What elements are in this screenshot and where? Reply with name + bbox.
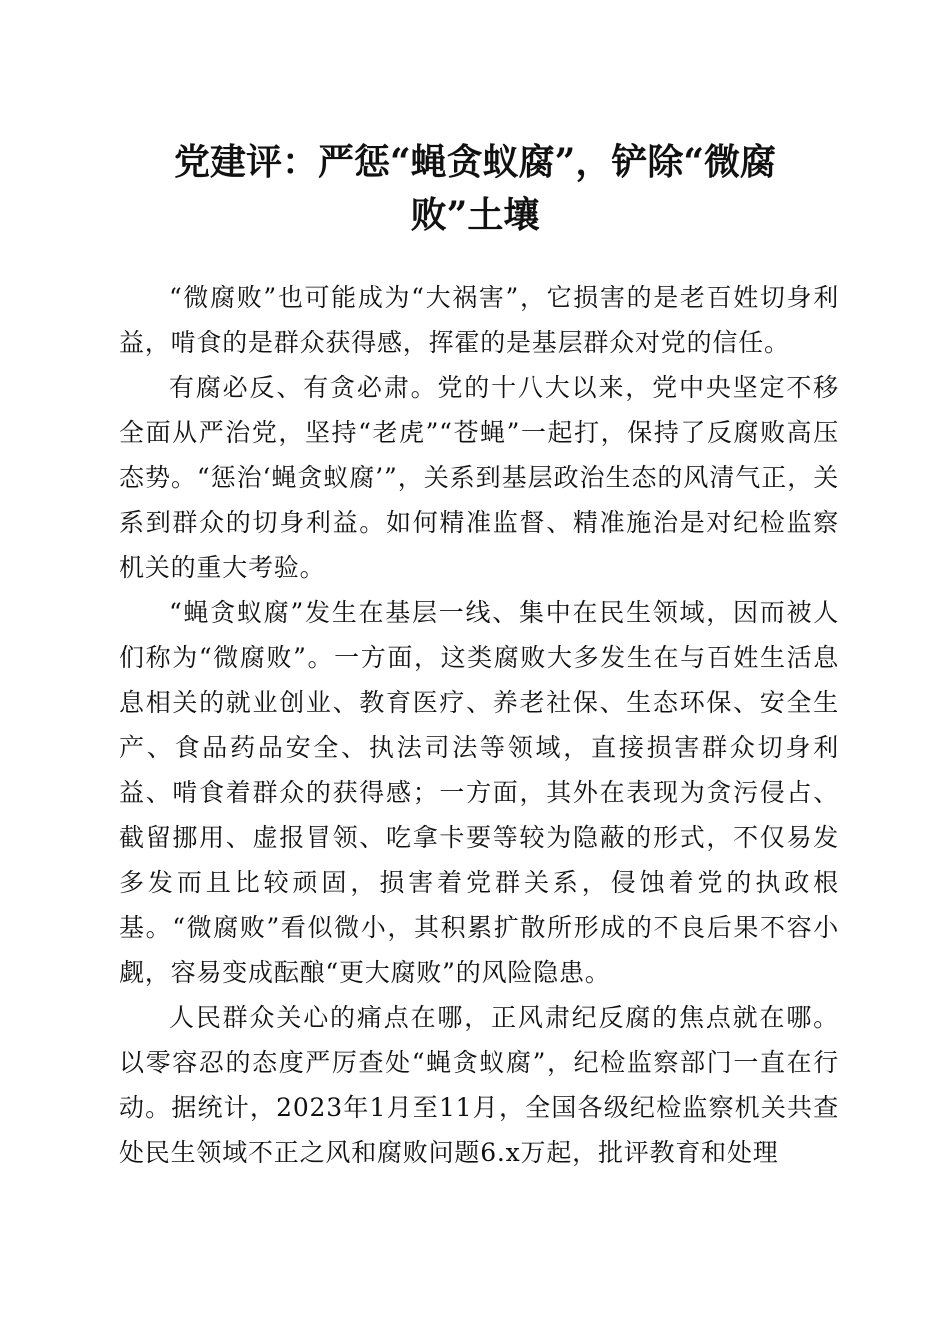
document-body <box>119 275 839 1175</box>
paragraph-1: “微腐败”也可能成为“大祸害”，它损害的是老百姓切身利益，啃食的是群众获得感，挥霍的是基层群众对党的信任。 <box>119 283 839 357</box>
title-line-2: 败”土壤 <box>410 194 540 236</box>
title-line-1: 党建评：严惩“蝇贪蚁腐”，铲除“微腐 <box>173 141 777 183</box>
paragraph-4: 人民群众关心的痛点在哪，正风肃纪反腐的焦点就在哪。以零容忍的态度严厉查处“蝇贪蚁腐”，纪检监察部门一直在行动。据统计，2023年1月至11月，全国各级纪检监察机关共查处民生领域不正之风和腐败问题6.x万起，批评教育和处理 <box>119 1003 839 1167</box>
document-title <box>120 136 830 242</box>
paragraph-2: 有腐必反、有贪必肃。党的十八大以来，党中央坚定不移全面从严治党，坚持“老虎”“苍蝇”一起打，保持了反腐败高压态势。“惩治‘蝇贪蚁腐’”，关系到基层政治生态的风清气正，关系到群众的切身利益。如何精准监督、精准施治是对纪检监察机关的重大考验。 <box>119 373 839 582</box>
paragraph-3: “蝇贪蚁腐”发生在基层一线、集中在民生领域，因而被人们称为“微腐败”。一方面，这类腐败大多发生在与百姓生活息息相关的就业创业、教育医疗、养老社保、生态环保、安全生产、食品药品安全、执法司法等领域，直接损害群众切身利益、啃食着群众的获得感；一方面，其外在表现为贪污侵占、截留挪用、虚报冒领、吃拿卡要等较为隐蔽的形式，不仅易发多发而且比较顽固，损害着党群关系，侵蚀着党的执政根基。“微腐败”看似微小，其积累扩散所形成的不良后果不容小觑，容易变成酝酿“更大腐败”的风险隐患。 <box>119 598 839 987</box>
